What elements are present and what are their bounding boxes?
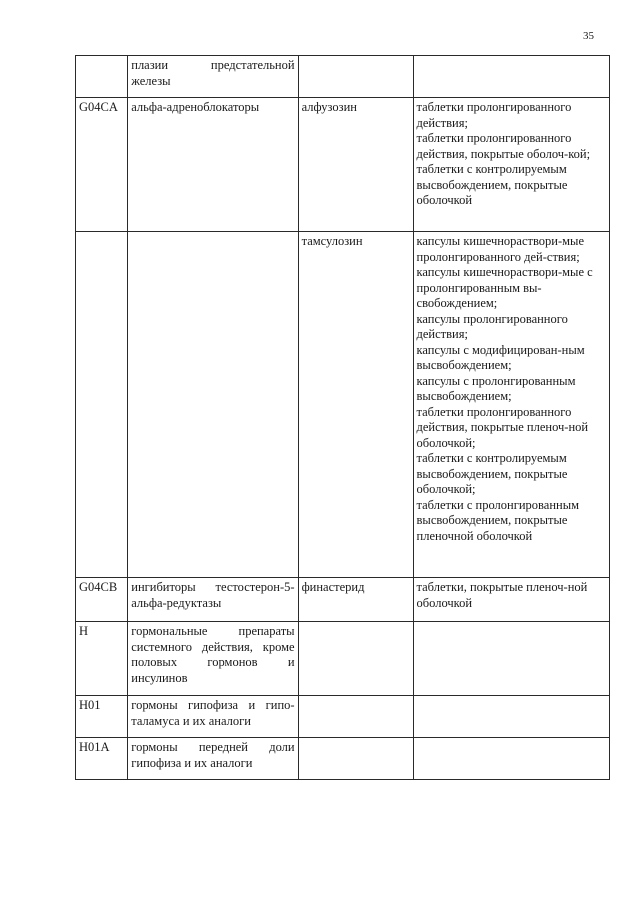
drug-classification-table [75,55,610,780]
table-row [76,696,610,738]
table-row [76,56,610,98]
dosage-form-cell [413,696,609,738]
dosage-form-item: капсулы с модифицирован-ным высвобождением; [416,342,585,372]
atc-code-cell: H01A [76,738,128,780]
dosage-form-item: таблетки пролонгированного действия, покрытые пленоч-ной оболочкой; [416,404,589,450]
pharmacological-group-cell: гормональные препараты системного действия, кроме половых гормонов и инсулинов [128,622,298,696]
dosage-form-item: таблетки с контролируемым высвобождением, покрытые оболочкой; [416,451,568,496]
page-number: 35 [583,30,594,42]
pharmacological-group-cell: гормоны гипофиза и гипо-таламуса и их аналоги [128,696,298,738]
table-row [76,622,610,696]
atc-code-cell: G04CB [76,578,128,622]
dosage-form-item: таблетки с пролонгированным высвобождением, покрытые пленочной оболочкой [416,497,580,543]
drug-name-cell: тамсулозин [298,232,413,578]
pharmacological-group-cell: ингибиторы тестостерон-5-альфа-редуктазы [128,578,298,622]
pharmacological-group-cell [128,232,298,578]
drug-name-cell [298,622,413,696]
dosage-form-item: таблетки пролонгированного действия, покрытые оболоч-кой; [416,131,591,161]
atc-code-cell [76,56,128,98]
table-row [76,232,610,578]
dosage-form-cell [413,622,609,696]
drug-name-cell [298,738,413,780]
drug-name-cell: алфузозин [298,98,413,232]
pharmacological-group-cell: плазии предстательной железы [128,56,298,98]
pharmacological-group-cell: гормоны передней доли гипофиза и их аналоги [128,738,298,780]
drug-name-cell [298,696,413,738]
table-row [76,578,610,622]
dosage-form-item: таблетки с контролируемым высвобождением, покрытые оболочкой [416,162,568,207]
dosage-form-item: капсулы кишечнораствори-мые с пролонгированным вы-свобождением; [416,265,593,310]
dosage-form-item: таблетки, покрытые пленоч-ной оболочкой [416,580,588,610]
dosage-form-item: капсулы с пролонгированным высвобождением; [416,373,576,403]
dosage-form-cell [413,56,609,98]
dosage-form-item: таблетки пролонгированного действия; [416,100,572,130]
dosage-form-cell [413,98,609,232]
dosage-form-item: капсулы пролонгированного действия; [416,311,568,341]
dosage-form-item: капсулы кишечнораствори-мые пролонгированного дей-ствия; [416,234,585,264]
atc-code-cell: G04CA [76,98,128,232]
dosage-form-cell [413,578,609,622]
atc-code-cell [76,232,128,578]
table-row [76,738,610,780]
dosage-form-cell [413,232,609,578]
atc-code-cell: H01 [76,696,128,738]
pharmacological-group-cell: альфа-адреноблокаторы [128,98,298,232]
drug-name-cell [298,56,413,98]
atc-code-cell: H [76,622,128,696]
dosage-form-cell [413,738,609,780]
table-row [76,98,610,232]
drug-name-cell: финастерид [298,578,413,622]
